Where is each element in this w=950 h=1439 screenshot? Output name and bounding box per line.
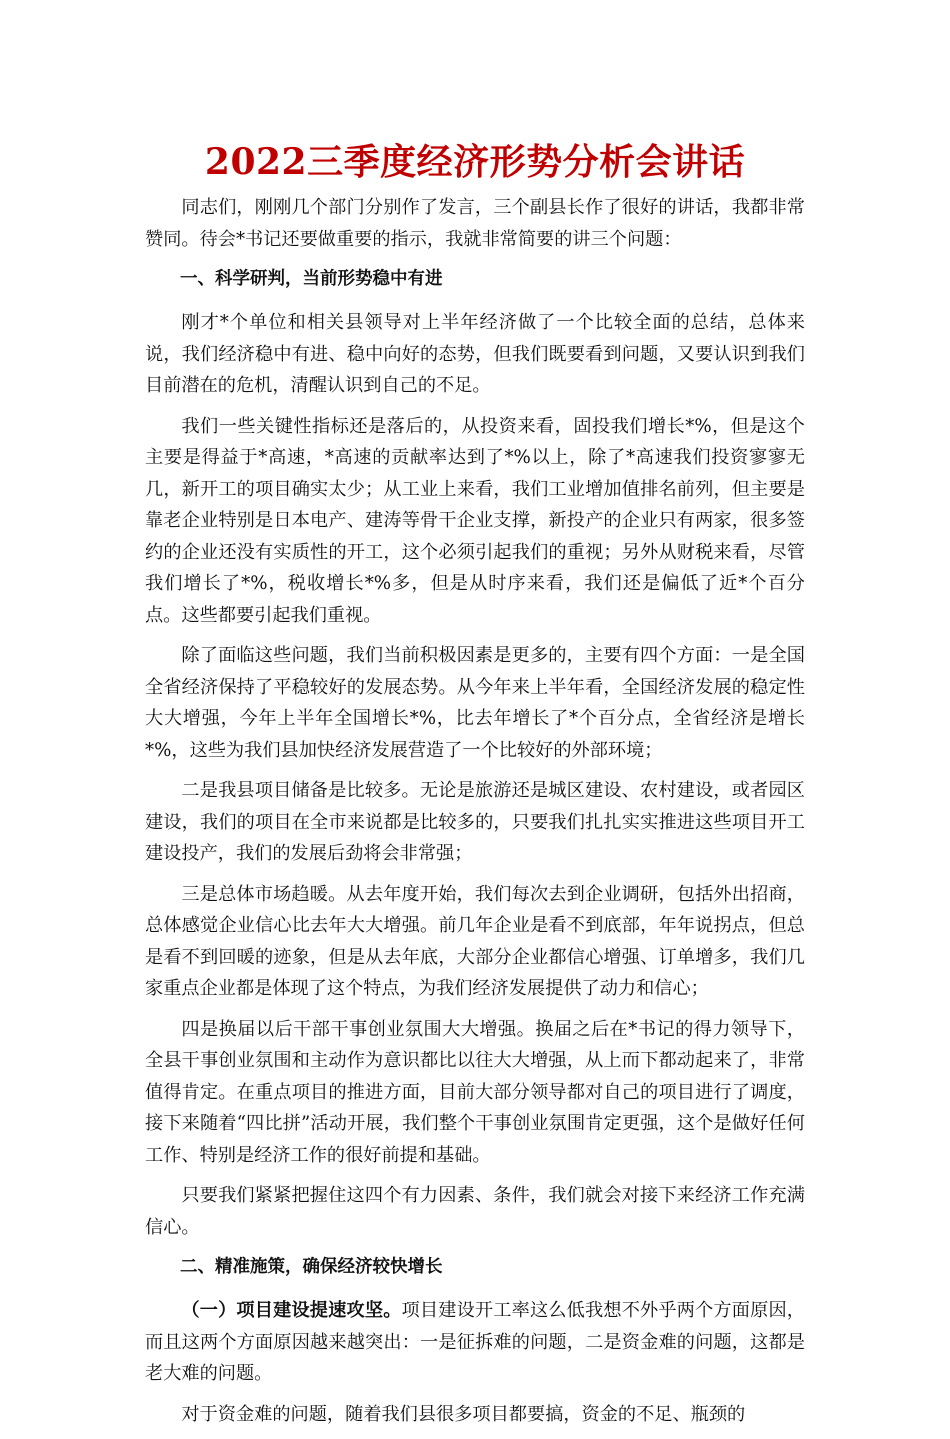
paragraph-indicators: 我们一些关键性指标还是落后的，从投资来看，固投我们增长*%，但是这个主要是得益于*高速，*高速的贡献率达到了*%以上，除了*高速我们投资寥寥无几，新开工的项目确实太少；从工业上来看，我们工业增加值排名前列，但主要是靠老企业特别是日本电产、建涛等骨干企业支撑，新投产的企业只有两家，很多签约的企业还没有实质性的开工，这个必须引起我们的重视；另外从财税来看，尽管我们增长了*%，税收增长*%多，但是从时序来看，我们还是偏低了近*个百分点。这些都要引起我们重视。 — [145, 415, 805, 626]
document-body — [145, 136, 805, 1439]
paragraph-confidence: 只要我们紧紧把握住这四个有力因素、条件，我们就会对接下来经济工作充满信心。 — [145, 1185, 805, 1238]
subsection-text: 项目建设开工率这么低我想不外乎两个方面原因，而且这两个方面原因越来越突出：一是征拆难的问题，二是资金难的问题，这都是老大难的问题。 — [145, 1300, 805, 1384]
paragraph-opening: 同志们，刚刚几个部门分别作了发言，三个副县长作了很好的讲话，我都非常赞同。待会*书记还要做重要的指示，我就非常简要的讲三个问题： — [145, 197, 805, 250]
subsection-lead: （一）项目建设提速攻坚。 — [181, 1300, 402, 1321]
section-heading-1: 一、科学研判，当前形势稳中有进 — [180, 269, 443, 289]
paragraph-positive-factor-3: 三是总体市场趋暖。从去年度开始，我们每次去到企业调研，包括外出招商，总体感觉企业信心比去年大大增强。前几年企业是看不到底部，年年说拐点，但总是看不到回暖的迹象，但是从去年底，大部分企业都信心增强、订单增多，我们几家重点企业都是体现了这个特点，为我们经济发展提供了动力和信心； — [145, 883, 805, 999]
paragraph-summary: 刚才*个单位和相关县领导对上半年经济做了一个比较全面的总结，总体来说，我们经济稳中有进、稳中向好的态势，但我们既要看到问题，又要认识到我们目前潜在的危机，清醒认识到自己的不足。 — [145, 312, 805, 396]
document-title: 2022三季度经济形势分析会讲话 — [204, 141, 746, 183]
paragraph-positive-factor-1: 除了面临这些问题，我们当前积极因素是更多的，主要有四个方面：一是全国全省经济保持了平稳较好的发展态势。从今年来上半年看，全国经济发展的稳定性大大增强，今年上半年全国增长*%，比去年增长了*个百分点，全省经济是增长*%，这些为我们县加快经济发展营造了一个比较好的外部环境； — [145, 645, 805, 761]
paragraph-funding: 对于资金难的问题，随着我们县很多项目都要搞，资金的不足、瓶颈的 — [181, 1403, 746, 1425]
paragraph-project-construction — [145, 1295, 805, 1390]
paragraph-positive-factor-4: 四是换届以后干部干事创业氛围大大增强。换届之后在*书记的得力领导下，全县干事创业氛围和主动作为意识都比以往大大增强，从上而下都动起来了，非常值得肯定。在重点项目的推进方面，目前大部分领导都对自己的项目进行了调度，接下来随着“四比拼”活动开展，我们整个干事创业氛围肯定更强，这个是做好任何工作、特别是经济工作的很好前提和基础。 — [145, 1018, 805, 1166]
paragraph-positive-factor-2: 二是我县项目储备是比较多。无论是旅游还是城区建设、农村建设，或者园区建设，我们的项目在全市来说都是比较多的，只要我们扎扎实实推进这些项目开工建设投产，我们的发展后劲将会非常强； — [145, 780, 805, 864]
section-heading-2: 二、精准施策，确保经济较快增长 — [180, 1257, 443, 1277]
